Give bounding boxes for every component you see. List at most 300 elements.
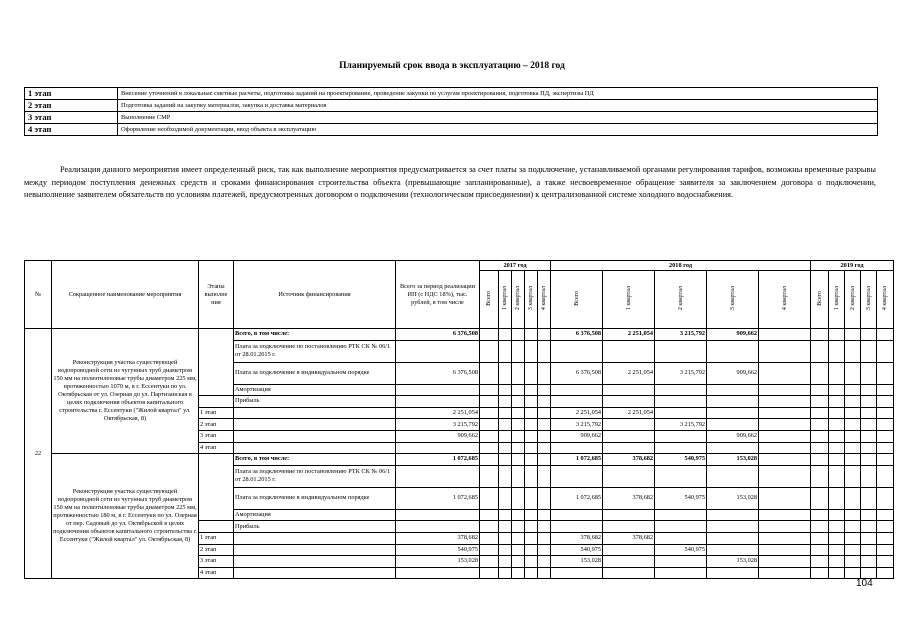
- cell-2017: [538, 567, 551, 579]
- cell-2019: [861, 340, 877, 362]
- stage-cell: [199, 396, 234, 408]
- cell-2018-q2: [655, 384, 707, 396]
- cell-2017: [480, 419, 499, 431]
- cell-2019: [877, 396, 894, 408]
- col-q2: [655, 271, 707, 329]
- total-cell: 153,028: [396, 556, 480, 568]
- cell-2017: [480, 340, 499, 362]
- stage-name: 4 этап: [25, 124, 118, 136]
- cell-2017: [512, 384, 525, 396]
- cell-2018-total: [551, 442, 603, 454]
- cell-2017: [525, 465, 538, 487]
- cell-2018-q3: 909,662: [707, 329, 759, 341]
- cell-2018-q1: [603, 521, 655, 533]
- cell-2019: [829, 362, 845, 384]
- cell-2019: [845, 430, 861, 442]
- cell-2018-q4: [759, 487, 811, 509]
- total-cell: [396, 465, 480, 487]
- total-cell: [396, 521, 480, 533]
- total-cell: [396, 567, 480, 579]
- cell-2018-q4: [759, 430, 811, 442]
- total-cell: 2 251,054: [396, 407, 480, 419]
- cell-2017: [499, 407, 512, 419]
- col-vsego-label: Всего: [486, 290, 492, 306]
- cell-2018-q2: [655, 556, 707, 568]
- cell-2019: [845, 362, 861, 384]
- stage-label: 3 этап: [199, 430, 234, 442]
- col-q4-label: 4 квартал: [541, 285, 547, 311]
- col-q3-label: 3 квартал: [528, 285, 534, 311]
- cell-2017: [538, 430, 551, 442]
- cell-2019: [845, 407, 861, 419]
- cell-2018-q1: [603, 340, 655, 362]
- cell-2018-q4: [759, 419, 811, 431]
- cell-2017: [512, 430, 525, 442]
- total-cell: 3 215,792: [396, 419, 480, 431]
- cell-2019: [861, 442, 877, 454]
- cell-2019: [811, 362, 829, 384]
- cell-2018-q4: [759, 521, 811, 533]
- cell-2018-q3: [707, 340, 759, 362]
- source-cell: [234, 532, 396, 544]
- cell-2019: [845, 454, 861, 466]
- source-label: Амортизация: [234, 509, 396, 521]
- col-q1-label: 1 квартал: [833, 285, 840, 311]
- cell-2019: [877, 454, 894, 466]
- stage-label: 1 этап: [199, 407, 234, 419]
- cell-2018-q2: [655, 567, 707, 579]
- cell-2018-q3: [707, 567, 759, 579]
- cell-2017: [480, 430, 499, 442]
- cell-2019: [877, 544, 894, 556]
- cell-2019: [861, 362, 877, 384]
- stage-row: [25, 112, 878, 124]
- cell-2018-q1: [603, 442, 655, 454]
- col-q1: [829, 271, 845, 329]
- cell-2017: [499, 465, 512, 487]
- cell-2018-q1: 378,682: [603, 487, 655, 509]
- cell-2017: [512, 521, 525, 533]
- cell-2019: [829, 556, 845, 568]
- cell-2019: [845, 509, 861, 521]
- cell-2018-q4: [759, 509, 811, 521]
- cell-2019: [877, 567, 894, 579]
- cell-2018-q4: [759, 396, 811, 408]
- cell-2018-q2: 540,975: [655, 544, 707, 556]
- cell-2019: [811, 384, 829, 396]
- cell-2019: [811, 442, 829, 454]
- cell-2018-q4: [759, 362, 811, 384]
- cell-2017: [538, 396, 551, 408]
- cell-2019: [877, 430, 894, 442]
- col-vsego: [551, 271, 603, 329]
- total-cell: 6 376,508: [396, 362, 480, 384]
- source-label: Прибыль: [234, 521, 396, 533]
- cell-2018-q3: [707, 396, 759, 408]
- cell-2017: [525, 419, 538, 431]
- cell-2019: [861, 556, 877, 568]
- cell-2018-q1: 378,682: [603, 532, 655, 544]
- source-label: Прибыль: [234, 396, 396, 408]
- col-total: Всего за период реализации ИП (с НДС 18%), тыс. рублей, в том числе: [396, 261, 480, 329]
- cell-2017: [538, 340, 551, 362]
- cell-2018-q2: [655, 521, 707, 533]
- cell-2017: [512, 407, 525, 419]
- cell-2017: [480, 454, 499, 466]
- cell-2019: [829, 487, 845, 509]
- cell-2018-total: 6 376,508: [551, 329, 603, 341]
- col-q4: [877, 271, 894, 329]
- cell-2017: [480, 407, 499, 419]
- cell-2017: [525, 556, 538, 568]
- cell-2017: [512, 487, 525, 509]
- stage-row: [25, 100, 878, 112]
- total-cell: [396, 384, 480, 396]
- cell-2018-total: [551, 384, 603, 396]
- cell-2019: [829, 567, 845, 579]
- cell-2018-q2: [655, 532, 707, 544]
- cell-2019: [811, 340, 829, 362]
- col-q3: [525, 271, 538, 329]
- cell-2018-q4: [759, 329, 811, 341]
- stage-desc: Подготовка заданий на закупку материалов, закупка и доставка материалов: [118, 100, 878, 112]
- cell-2018-q1: 2 251,054: [603, 407, 655, 419]
- cell-2018-q2: [655, 442, 707, 454]
- stage-label: 2 этап: [199, 544, 234, 556]
- cell-2018-q3: 153,028: [707, 454, 759, 466]
- cell-2019: [829, 396, 845, 408]
- total-cell: [396, 509, 480, 521]
- cell-2019: [811, 521, 829, 533]
- cell-2017: [480, 396, 499, 408]
- cell-2017: [480, 556, 499, 568]
- col-q1-label: 1 квартал: [625, 285, 632, 311]
- source-label: Плата за подключение по постановлению РТК СК № 06/1 от 28.01.2015 г.: [234, 340, 396, 362]
- cell-2019: [877, 509, 894, 521]
- table-row: [25, 329, 894, 341]
- cell-2019: [845, 384, 861, 396]
- cell-2018-q3: [707, 509, 759, 521]
- cell-2017: [480, 532, 499, 544]
- cell-2017: [499, 521, 512, 533]
- cell-2017: [499, 384, 512, 396]
- cell-2017: [538, 407, 551, 419]
- cell-2017: [512, 329, 525, 341]
- col-q4-label: 4 квартал: [882, 285, 889, 311]
- cell-2018-q4: [759, 567, 811, 579]
- col-q2: [512, 271, 525, 329]
- cell-2017: [538, 556, 551, 568]
- total-cell: 540,975: [396, 544, 480, 556]
- total-cell: [396, 442, 480, 454]
- total-cell: 378,682: [396, 532, 480, 544]
- cell-2019: [811, 419, 829, 431]
- cell-2017: [525, 329, 538, 341]
- cell-2019: [877, 442, 894, 454]
- cell-2018-q1: [603, 567, 655, 579]
- cell-2018-q2: 540,975: [655, 454, 707, 466]
- cell-2017: [499, 532, 512, 544]
- cell-2018-total: [551, 509, 603, 521]
- cell-2017: [480, 521, 499, 533]
- stage-desc: Выполнение СМР: [118, 112, 878, 124]
- stage-label: 2 этап: [199, 419, 234, 431]
- col-q4-label: 4 квартал: [781, 285, 788, 311]
- risk-paragraph: Реализация данного мероприятия имеет определенный риск, так как выполнение мероприятия предусматривается за счет платы за подключение, устанавливаемой органами регулирования тарифов, возможны временные разрывы между периодом поступления денежных средств и сроками финансирования строительства объекта (превышающие запланированные), а также несвоевременное обращение заявителя за заключением договора о подключении, невыполнение заявителем обязательств по условиям платежей, предусмотренных договором о подключении (технологическом присоединении) к централизованной системе холодного водоснабжения.: [24, 165, 876, 199]
- col-stages: Этапы выполне ния: [199, 261, 234, 329]
- cell-2019: [877, 384, 894, 396]
- cell-2017: [525, 567, 538, 579]
- cell-2019: [861, 465, 877, 487]
- cell-2018-total: [551, 396, 603, 408]
- cell-2019: [861, 454, 877, 466]
- source-cell: [234, 442, 396, 454]
- cell-2018-q3: 909,662: [707, 362, 759, 384]
- cell-2017: [512, 396, 525, 408]
- cell-2018-q1: 378,682: [603, 454, 655, 466]
- source-cell: [234, 407, 396, 419]
- stage-row: [25, 124, 878, 136]
- cell-2018-total: 1 072,685: [551, 454, 603, 466]
- cell-2019: [861, 430, 877, 442]
- cell-2017: [525, 396, 538, 408]
- cell-2018-q4: [759, 465, 811, 487]
- cell-2017: [499, 509, 512, 521]
- project-name: Реконструкция участка существующей водопроводной сети из чугунных труб диаметром 150 мм на полиэтиленовые трубы диаметром 225 мм, протяженностью 1070 м, в г. Ессентуки по ул. Октябрьская от ул. Озерная до ул. Партизанская в целях подключения объектов капитального строительства г. Ессентуки ("Жилой квартал" ул. Октябрьская, 8): [52, 329, 199, 454]
- cell-2019: [811, 454, 829, 466]
- cell-2019: [811, 567, 829, 579]
- stage-name: 1 этап: [25, 88, 118, 100]
- cell-2019: [845, 329, 861, 341]
- cell-2018-q4: [759, 532, 811, 544]
- source-label: Плата за подключение в индивидуальном порядке: [234, 487, 396, 509]
- col-vsego: [811, 271, 829, 329]
- cell-2019: [829, 329, 845, 341]
- cell-2018-q2: [655, 509, 707, 521]
- cell-2019: [845, 532, 861, 544]
- stage-cell: [199, 521, 234, 533]
- cell-2018-q3: [707, 532, 759, 544]
- source-total-label: Всего, в том числе:: [234, 454, 396, 466]
- cell-2018-q2: 540,975: [655, 487, 707, 509]
- cell-2017: [512, 362, 525, 384]
- cell-2018-q1: [603, 544, 655, 556]
- cell-2017: [512, 556, 525, 568]
- col-source: Источник финансирования: [234, 261, 396, 329]
- cell-2017: [499, 362, 512, 384]
- cell-2017: [512, 340, 525, 362]
- cell-2019: [877, 556, 894, 568]
- stage-desc: Внесение уточнений в локальные сметные расчеты, подготовка заданий на проектирование, проведение закупки по услугам проектирования, подготовка ПД, экспертизы ПД: [118, 88, 878, 100]
- cell-2017: [480, 329, 499, 341]
- cell-2017: [512, 454, 525, 466]
- cell-2017: [499, 340, 512, 362]
- cell-2019: [877, 407, 894, 419]
- cell-2017: [525, 430, 538, 442]
- cell-2018-q3: [707, 442, 759, 454]
- cell-2018-q2: [655, 465, 707, 487]
- cell-2019: [845, 544, 861, 556]
- cell-2019: [877, 521, 894, 533]
- stage-row: [25, 88, 878, 100]
- col-vsego-label: Всего: [816, 290, 823, 306]
- source-cell: [234, 556, 396, 568]
- cell-2018-q4: [759, 407, 811, 419]
- cell-2017: [525, 532, 538, 544]
- cell-2017: [480, 509, 499, 521]
- cell-2018-q4: [759, 384, 811, 396]
- source-cell: [234, 430, 396, 442]
- cell-2017: [538, 329, 551, 341]
- cell-2019: [811, 430, 829, 442]
- col-q4: [538, 271, 551, 329]
- cell-2018-q1: [603, 396, 655, 408]
- cell-2019: [877, 329, 894, 341]
- cell-2018-q2: 3 215,792: [655, 419, 707, 431]
- cell-2018-q1: [603, 465, 655, 487]
- cell-2017: [538, 454, 551, 466]
- cell-2018-q1: [603, 556, 655, 568]
- investment-table: [24, 260, 894, 579]
- cell-2018-q2: [655, 407, 707, 419]
- cell-2017: [538, 509, 551, 521]
- cell-2018-q3: 909,662: [707, 430, 759, 442]
- cell-2017: [480, 384, 499, 396]
- cell-2018-q3: [707, 465, 759, 487]
- cell-2017: [499, 430, 512, 442]
- cell-2017: [499, 396, 512, 408]
- cell-2017: [499, 454, 512, 466]
- cell-2019: [829, 430, 845, 442]
- cell-2017: [525, 384, 538, 396]
- cell-2017: [499, 487, 512, 509]
- cell-2017: [480, 544, 499, 556]
- cell-2019: [861, 407, 877, 419]
- cell-2017: [538, 442, 551, 454]
- cell-2019: [811, 465, 829, 487]
- cell-2019: [845, 442, 861, 454]
- cell-2019: [877, 465, 894, 487]
- stage-cell: [199, 329, 234, 396]
- cell-2018-total: [551, 340, 603, 362]
- cell-2017: [525, 362, 538, 384]
- cell-2018-q4: [759, 340, 811, 362]
- cell-2018-total: [551, 465, 603, 487]
- cell-2018-q3: 153,028: [707, 556, 759, 568]
- col-q3-label: 3 квартал: [729, 285, 736, 311]
- cell-2019: [861, 521, 877, 533]
- col-q4: [759, 271, 811, 329]
- col-2018: 2018 год: [551, 261, 811, 271]
- cell-2017: [538, 384, 551, 396]
- cell-2019: [829, 544, 845, 556]
- page-number: 104: [856, 578, 873, 589]
- cell-2018-q1: 2 251,054: [603, 329, 655, 341]
- cell-2019: [845, 487, 861, 509]
- col-q3: [861, 271, 877, 329]
- cell-2019: [861, 544, 877, 556]
- col-vsego: [480, 271, 499, 329]
- col-q2-label: 2 квартал: [515, 285, 521, 311]
- cell-2018-q3: 153,028: [707, 487, 759, 509]
- cell-2019: [845, 465, 861, 487]
- cell-2017: [480, 442, 499, 454]
- cell-2017: [538, 362, 551, 384]
- cell-2018-q2: [655, 430, 707, 442]
- cell-2018-q3: [707, 419, 759, 431]
- cell-2018-q1: [603, 419, 655, 431]
- cell-2019: [877, 487, 894, 509]
- cell-2017: [525, 544, 538, 556]
- cell-2018-q3: [707, 544, 759, 556]
- cell-2017: [538, 521, 551, 533]
- cell-2017: [525, 487, 538, 509]
- cell-2018-q2: [655, 340, 707, 362]
- cell-2019: [829, 521, 845, 533]
- stage-cell: [199, 454, 234, 521]
- cell-2017: [480, 487, 499, 509]
- source-cell: [234, 567, 396, 579]
- cell-2019: [861, 384, 877, 396]
- stage-label: 4 этап: [199, 442, 234, 454]
- project-name: Реконструкция участка существующей водопроводной сети из чугунных труб диаметром 150 мм на полиэтиленовые трубы диаметром 225 мм, протяженностью 180 м, в г. Ессентуки по ул. Озерная от пер. Садовый до ул. Октябрьской в целях подключения объектов капитального строительства г. Ессентуки ("Жилой квартал" ул. Октябрьская, 8): [52, 454, 199, 579]
- cell-2019: [811, 532, 829, 544]
- col-name: Сокращенное наименование мероприятия: [52, 261, 199, 329]
- cell-2017: [480, 362, 499, 384]
- cell-2017: [525, 407, 538, 419]
- cell-2018-total: [551, 521, 603, 533]
- cell-2018-total: 909,662: [551, 430, 603, 442]
- cell-2018-total: 6 376,508: [551, 362, 603, 384]
- cell-2018-q1: 2 251,054: [603, 362, 655, 384]
- stages-table: [24, 87, 878, 136]
- cell-2017: [512, 544, 525, 556]
- cell-2019: [811, 329, 829, 341]
- source-label: Плата за подключение по постановлению РТК СК № 06/1 от 28.01.2015 г.: [234, 465, 396, 487]
- cell-2018-total: 2 251,054: [551, 407, 603, 419]
- cell-2017: [538, 544, 551, 556]
- cell-2019: [829, 465, 845, 487]
- cell-2018-q4: [759, 442, 811, 454]
- cell-2019: [829, 532, 845, 544]
- total-cell: [396, 396, 480, 408]
- cell-2017: [525, 340, 538, 362]
- cell-2017: [480, 465, 499, 487]
- cell-2017: [499, 442, 512, 454]
- cell-2018-total: 540,975: [551, 544, 603, 556]
- cell-2019: [829, 454, 845, 466]
- total-cell: 909,662: [396, 430, 480, 442]
- col-q2: [845, 271, 861, 329]
- cell-2018-q3: [707, 384, 759, 396]
- cell-2019: [829, 419, 845, 431]
- cell-2019: [877, 362, 894, 384]
- cell-2017: [525, 509, 538, 521]
- cell-2019: [845, 340, 861, 362]
- page-title: Планируемый срок ввода в эксплуатацию – 2018 год: [339, 61, 565, 71]
- col-q2-label: 2 квартал: [677, 285, 684, 311]
- total-cell: 1 072,685: [396, 454, 480, 466]
- col-q1: [499, 271, 512, 329]
- cell-2018-total: 1 072,685: [551, 487, 603, 509]
- cell-2017: [538, 419, 551, 431]
- col-num: №: [25, 261, 52, 329]
- cell-2019: [829, 442, 845, 454]
- cell-2019: [861, 487, 877, 509]
- source-label: Амортизация: [234, 384, 396, 396]
- stage-label: 3 этап: [199, 556, 234, 568]
- cell-2018-q4: [759, 556, 811, 568]
